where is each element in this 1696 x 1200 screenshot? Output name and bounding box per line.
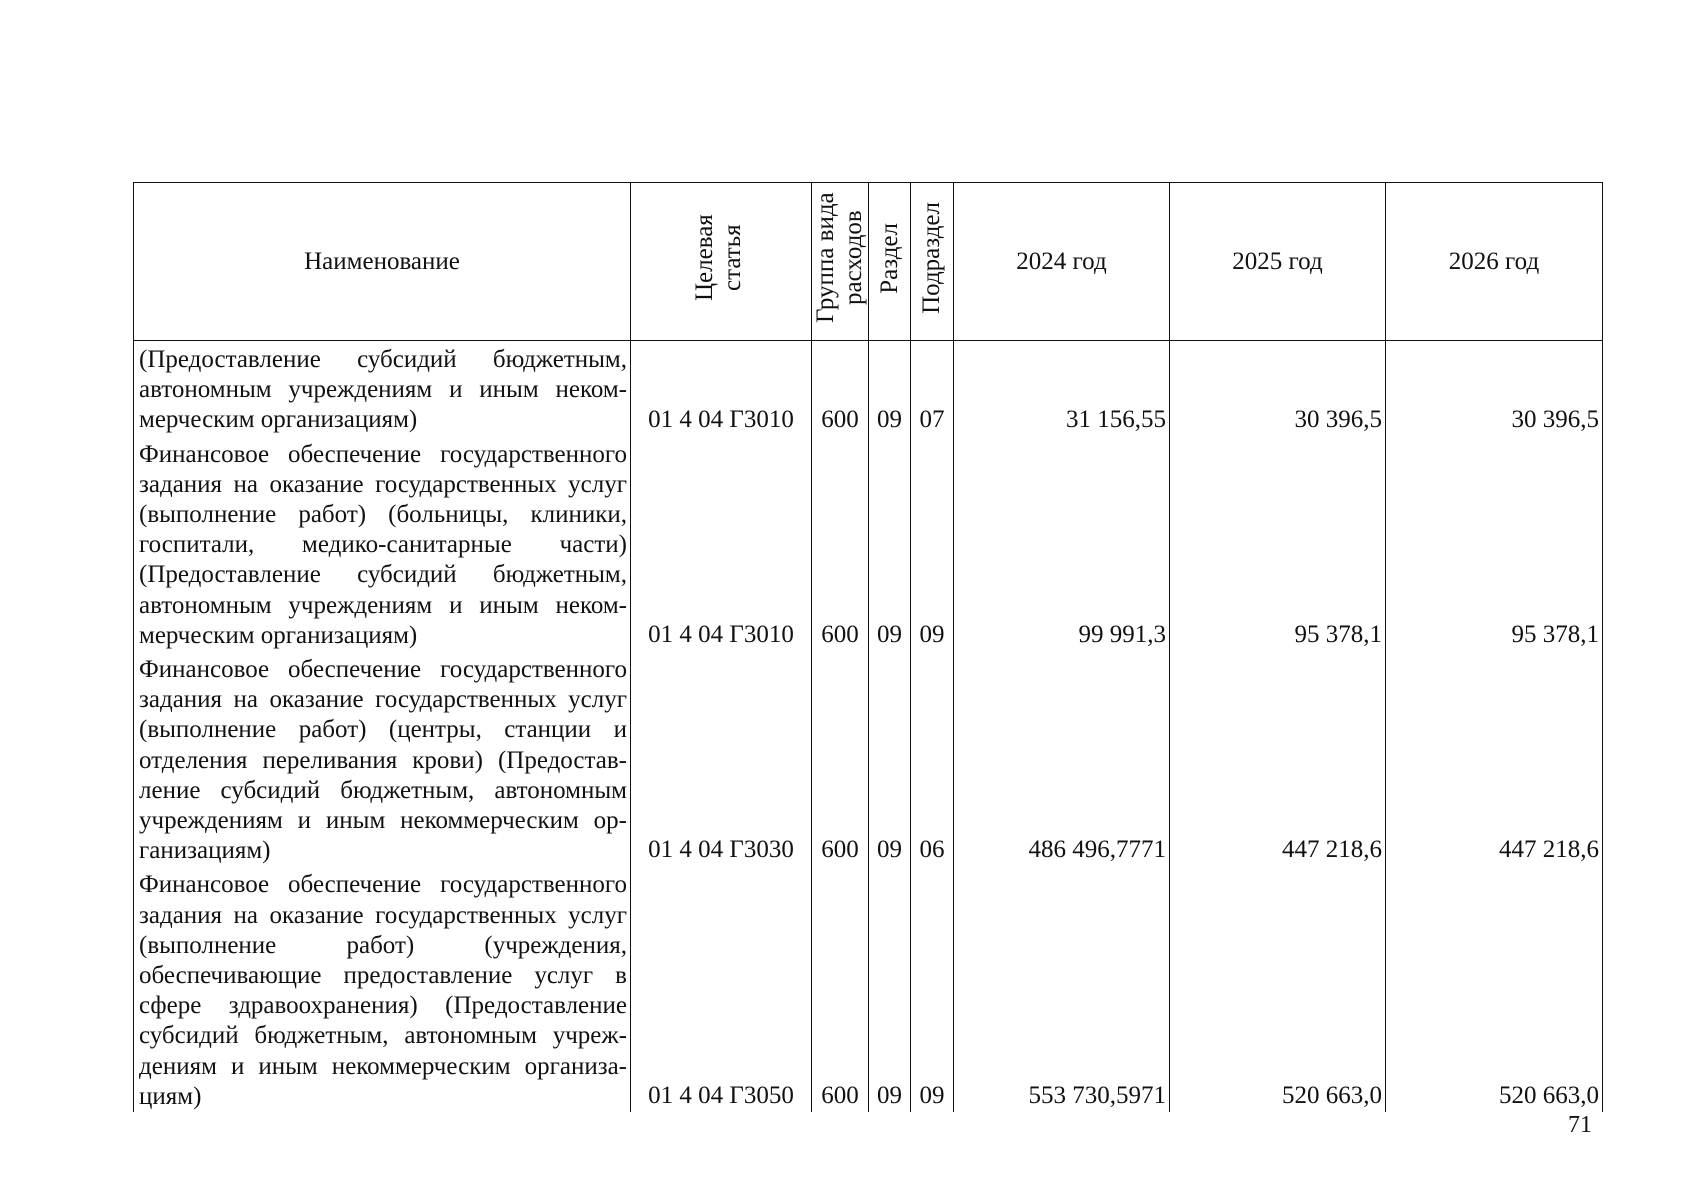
row-2025: 30 396,5 — [1170, 341, 1386, 436]
header-expense-group-label: Группа вида расходов — [812, 192, 867, 324]
row-subsection: 07 — [911, 341, 954, 436]
table-row — [134, 436, 1603, 651]
row-target-article: 01 4 04 Г3010 — [631, 436, 812, 651]
row-2026: 447 218,6 — [1386, 651, 1603, 866]
row-expense-group: 600 — [812, 341, 869, 436]
row-expense-group: 600 — [812, 436, 869, 651]
table-row — [134, 651, 1603, 866]
row-2024: 99 991,3 — [954, 436, 1170, 651]
header-2025: 2025 год — [1170, 183, 1386, 341]
row-target-article: 01 4 04 Г3050 — [631, 866, 812, 1112]
page-number: 71 — [1568, 1112, 1592, 1138]
row-2025: 447 218,6 — [1170, 651, 1386, 866]
row-name: Финансовое обеспечение государственного задания на оказание государственных услуг (выполнение работ) (учреждения, обеспечивающие предоставление услуг в сфере здравоохранения) (Предоставление субсидий бюджетным, автономным учреждениям и иным некоммерческим организациям) — [134, 866, 631, 1112]
table-row — [134, 341, 1603, 436]
header-2026: 2026 год — [1386, 183, 1603, 341]
row-section: 09 — [869, 341, 911, 436]
header-name: Наименование — [134, 183, 631, 341]
row-subsection: 09 — [911, 436, 954, 651]
row-expense-group: 600 — [812, 651, 869, 866]
table-header-row — [134, 183, 1603, 341]
header-subsection-label: Подраздел — [918, 202, 945, 314]
row-subsection: 09 — [911, 866, 954, 1112]
budget-table — [133, 182, 1603, 1112]
row-2024: 486 496,7771 — [954, 651, 1170, 866]
row-2025: 95 378,1 — [1170, 436, 1386, 651]
header-target-article-label: Целевая статья — [691, 214, 746, 302]
row-2026: 30 396,5 — [1386, 341, 1603, 436]
header-section-label: Раздел — [875, 222, 903, 294]
table-row — [134, 866, 1603, 1112]
row-name: Финансовое обеспечение государственного задания на оказание государственных услуг (выполнение работ) (больницы, клиники, госпитали, медико-санитарные части) (Предоставление субсидий бюджетным, автономным учреждениям и иным некоммерческим организациям) — [134, 436, 631, 651]
row-2025: 520 663,0 — [1170, 866, 1386, 1112]
row-2026: 520 663,0 — [1386, 866, 1603, 1112]
row-target-article: 01 4 04 Г3010 — [631, 341, 812, 436]
row-subsection: 06 — [911, 651, 954, 866]
row-name: (Предоставление субсидий бюджетным, автономным учреждениям и иным некоммерческим организациям) — [134, 341, 631, 436]
row-target-article: 01 4 04 Г3030 — [631, 651, 812, 866]
row-2026: 95 378,1 — [1386, 436, 1603, 651]
header-subsection — [911, 183, 954, 341]
header-2024: 2024 год — [954, 183, 1170, 341]
row-2024: 553 730,5971 — [954, 866, 1170, 1112]
row-2024: 31 156,55 — [954, 341, 1170, 436]
header-section — [869, 183, 911, 341]
header-target-article — [631, 183, 812, 341]
row-name: Финансовое обеспечение государственного задания на оказание государственных услуг (выполнение работ) (центры, станции и отделения переливания крови) (Предоставление субсидий бюджетным, автономным учреждениям и иным некоммерческим организациям) — [134, 651, 631, 866]
row-section: 09 — [869, 436, 911, 651]
row-section: 09 — [869, 651, 911, 866]
row-expense-group: 600 — [812, 866, 869, 1112]
header-expense-group — [812, 183, 869, 341]
row-section: 09 — [869, 866, 911, 1112]
